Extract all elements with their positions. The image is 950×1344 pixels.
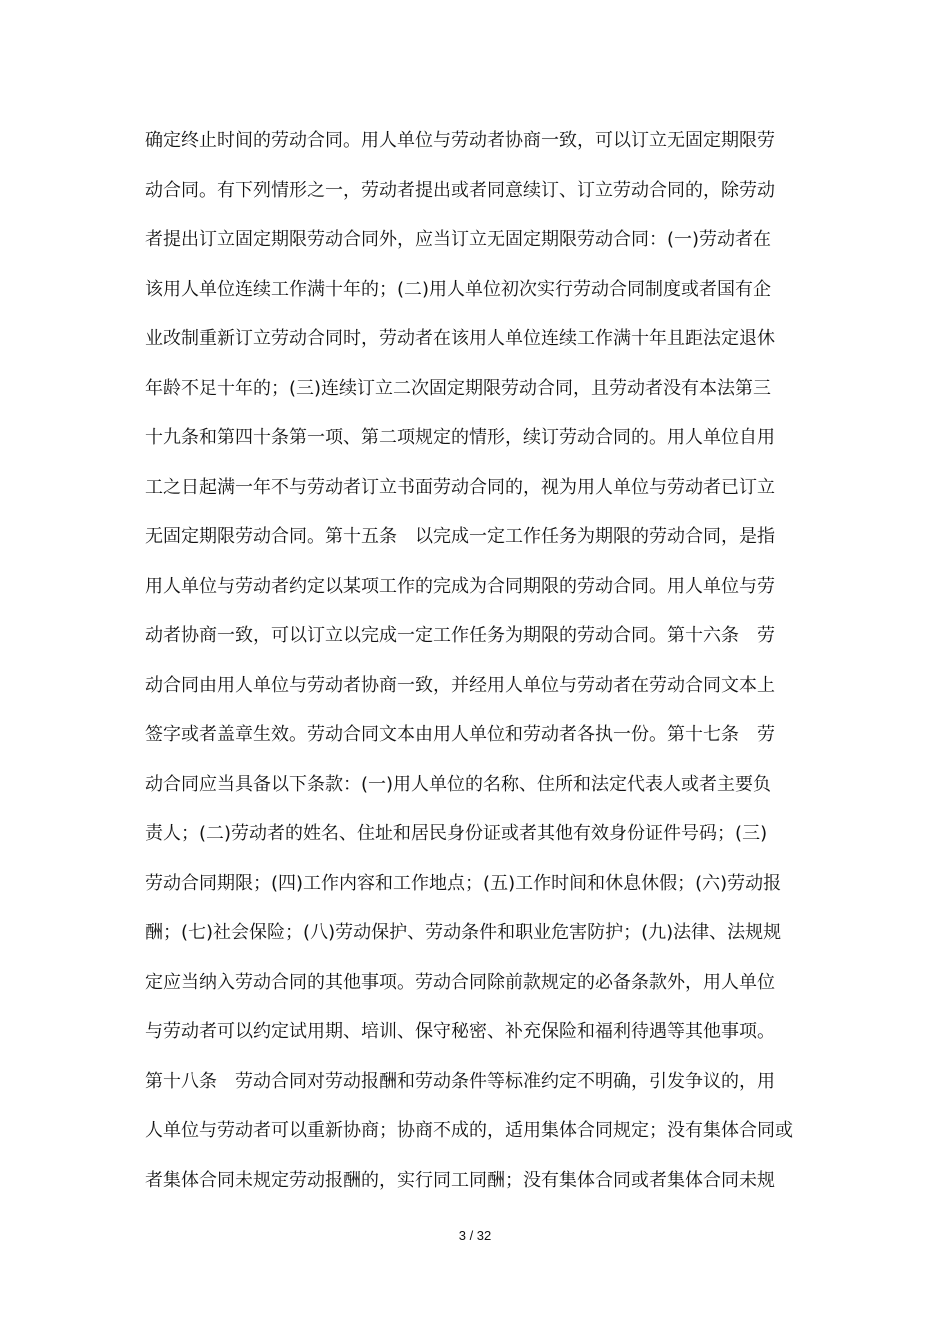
text-line: 定应当纳入劳动合同的其他事项。劳动合同除前款规定的必备条款外，用人单位 bbox=[145, 971, 775, 993]
text-line: 动合同由用人单位与劳动者协商一致，并经用人单位与劳动者在劳动合同文本上 bbox=[145, 674, 775, 696]
text-line: 签字或者盖章生效。劳动合同文本由用人单位和劳动者各执一份。第十七条 劳 bbox=[145, 724, 775, 745]
text-line: 与劳动者可以约定试用期、培训、保守秘密、补充保险和福利待遇等其他事项。 bbox=[145, 1021, 775, 1042]
body-text bbox=[145, 116, 810, 1205]
text-line: 用人单位与劳动者约定以某项工作的完成为合同期限的劳动合同。用人单位与劳 bbox=[145, 575, 775, 597]
text-line: 十九条和第四十条第一项、第二项规定的情形，续订劳动合同的。用人单位自用 bbox=[145, 427, 775, 448]
text-line: 该用人单位连续工作满十年的；(二)用人单位初次实行劳动合同制度或者国有企 bbox=[145, 278, 772, 300]
text-line: 人单位与劳动者可以重新协商；协商不成的，适用集体合同规定；没有集体合同或 bbox=[145, 1120, 793, 1141]
text-line: 动合同。有下列情形之一，劳动者提出或者同意续订、订立劳动合同的，除劳动 bbox=[145, 179, 775, 201]
text-line: 确定终止时间的劳动合同。用人单位与劳动者协商一致，可以订立无固定期限劳 bbox=[145, 130, 775, 151]
text-line: 年龄不足十年的；(三)连续订立二次固定期限劳动合同，且劳动者没有本法第三 bbox=[145, 377, 772, 399]
page-number: 3 / 32 bbox=[458, 1228, 492, 1243]
text-line: 无固定期限劳动合同。第十五条 以完成一定工作任务为期限的劳动合同，是指 bbox=[145, 526, 775, 547]
text-line: 工之日起满一年不与劳动者订立书面劳动合同的，视为用人单位与劳动者已订立 bbox=[145, 476, 775, 498]
text-line: 责人；(二)劳动者的姓名、住址和居民身份证或者其他有效身份证件号码；(三) bbox=[145, 823, 768, 844]
text-line: 动合同应当具备以下条款：(一)用人单位的名称、住所和法定代表人或者主要负 bbox=[145, 773, 772, 795]
text-line: 业改制重新订立劳动合同时，劳动者在该用人单位连续工作满十年且距法定退休 bbox=[145, 328, 775, 349]
text-line: 第十八条 劳动合同对劳动报酬和劳动条件等标准约定不明确，引发争议的，用 bbox=[145, 1070, 775, 1092]
text-line: 劳动合同期限；(四)工作内容和工作地点；(五)工作时间和休息休假；(六)劳动报 bbox=[145, 872, 782, 894]
text-line: 动者协商一致，可以订立以完成一定工作任务为期限的劳动合同。第十六条 劳 bbox=[145, 625, 775, 646]
text-line: 者集体合同未规定劳动报酬的，实行同工同酬；没有集体合同或者集体合同未规 bbox=[145, 1169, 775, 1191]
text-line: 酬；(七)社会保险；(八)劳动保护、劳动条件和职业危害防护；(九)法律、法规规 bbox=[145, 922, 782, 943]
text-line: 者提出订立固定期限劳动合同外，应当订立无固定期限劳动合同：(一)劳动者在 bbox=[145, 229, 772, 250]
